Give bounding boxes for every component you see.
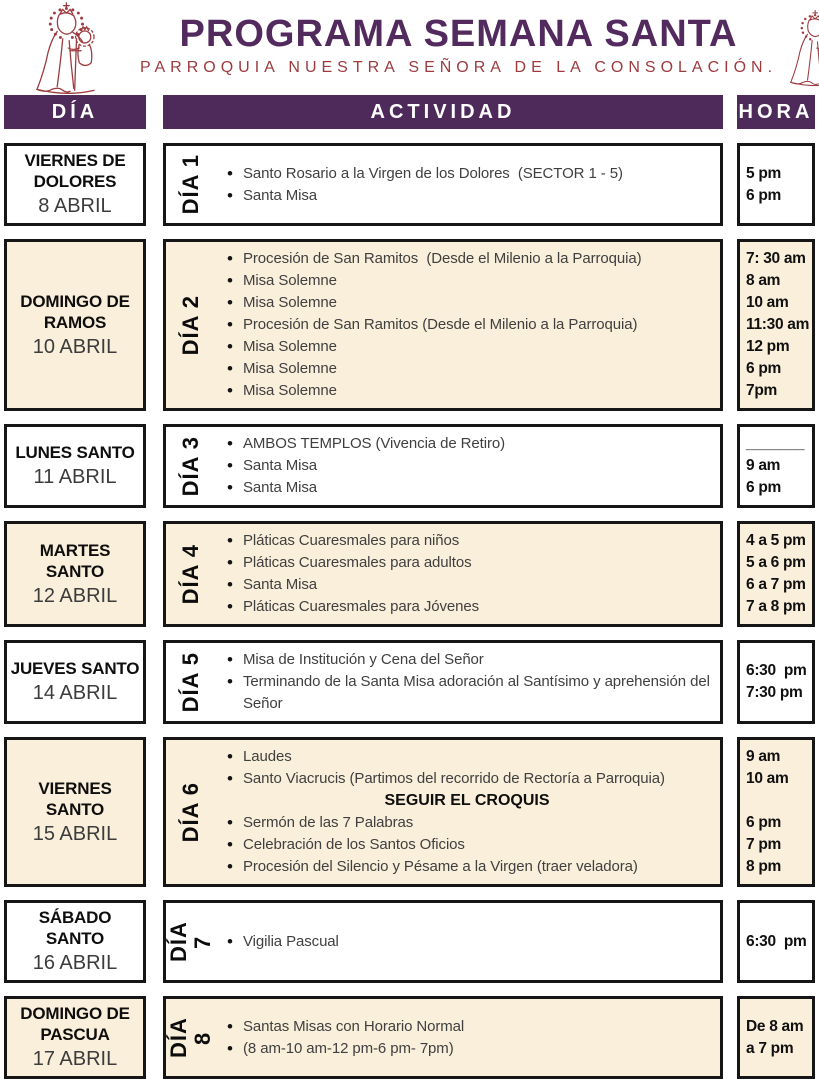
day-number-label: DÍA 5	[179, 652, 203, 712]
day-date: 12 ABRIL	[33, 583, 118, 609]
time-entry: 6 pm	[746, 812, 810, 834]
schedule-rows	[0, 143, 819, 1079]
day-box	[4, 143, 146, 226]
day-number-strip	[166, 427, 216, 505]
day-date: 11 ABRIL	[33, 464, 116, 490]
time-entry: 8 pm	[746, 856, 810, 878]
day-number-label: DÍA 7	[167, 919, 215, 965]
time-entry: 12 pm	[746, 336, 810, 358]
activity-box	[163, 239, 723, 411]
day-date: 16 ABRIL	[33, 950, 118, 976]
column-gap	[146, 900, 163, 983]
schedule-row	[0, 521, 819, 627]
day-number-label: DÍA 3	[179, 436, 203, 496]
time-entry: 6:30 pm	[746, 660, 810, 682]
day-box	[4, 424, 146, 508]
schedule-row	[0, 143, 819, 226]
time-entry: 7:30 pm	[746, 682, 810, 704]
activity-item: • Misa Solemne	[222, 358, 712, 380]
activity-list	[216, 146, 720, 223]
time-entry: 8 am	[746, 270, 810, 292]
activity-item: • Santo Rosario a la Virgen de los Dolores (SECTOR 1 - 5)	[222, 163, 712, 185]
activity-item: • Sermón de las 7 Palabras	[222, 812, 712, 834]
activity-item: • AMBOS TEMPLOS (Vivencia de Retiro)	[222, 433, 712, 455]
time-entry: 11:30 am	[746, 314, 810, 336]
activity-item: • Santa Misa	[222, 574, 712, 596]
activity-item: • Santas Misas con Horario Normal	[222, 1016, 712, 1038]
day-box	[4, 521, 146, 627]
activity-list	[216, 999, 720, 1076]
time-entry: 6 a 7 pm	[746, 574, 810, 596]
column-gap	[723, 640, 737, 724]
time-entry: 6 pm	[746, 185, 810, 207]
activity-item: • Vigilia Pascual	[222, 931, 712, 953]
time-entry: 7 pm	[746, 834, 810, 856]
column-gap	[146, 996, 163, 1079]
activity-list	[216, 524, 720, 624]
column-gap	[146, 737, 163, 887]
day-number-strip	[166, 740, 216, 884]
activity-item: • Procesión de San Ramitos (Desde el Milenio a la Parroquia)	[222, 314, 712, 336]
time-entry: 7pm	[746, 380, 810, 402]
activity-list	[216, 740, 720, 884]
time-entry: a 7 pm	[746, 1038, 810, 1060]
time-box	[737, 900, 815, 983]
column-header-dia: DÍA	[4, 95, 146, 129]
column-gap	[723, 900, 737, 983]
column-gap	[723, 737, 737, 887]
day-title: MARTES SANTO	[9, 540, 141, 582]
time-entry: 6 pm	[746, 477, 810, 499]
activity-item: • Pláticas Cuaresmales para niños	[222, 530, 712, 552]
day-title: JUEVES SANTO	[11, 658, 140, 679]
column-header-hora: HORA	[737, 95, 815, 129]
day-number-label: DÍA 8	[167, 1015, 215, 1061]
time-box	[737, 239, 815, 411]
activity-item: • Pláticas Cuaresmales para Jóvenes	[222, 596, 712, 618]
column-gap	[723, 239, 737, 411]
activity-item: • Santa Misa	[222, 477, 712, 499]
time-entry: 10 am	[746, 768, 810, 790]
day-number-strip	[166, 643, 216, 721]
header	[0, 0, 819, 93]
day-title: DOMINGO DE PASCUA	[9, 1003, 141, 1045]
day-number-strip	[166, 999, 216, 1076]
time-box	[737, 143, 815, 226]
column-header-actividad: ACTIVIDAD	[163, 95, 723, 129]
column-gap	[146, 521, 163, 627]
time-entry: 7: 30 am	[746, 248, 810, 270]
column-gap	[723, 95, 737, 129]
column-gap	[146, 239, 163, 411]
time-entry: 9 am	[746, 746, 810, 768]
activity-item: • Misa Solemne	[222, 380, 712, 402]
activity-item: • (8 am-10 am-12 pm-6 pm- 7pm)	[222, 1038, 712, 1060]
activity-box	[163, 640, 723, 724]
day-number-strip	[166, 903, 216, 980]
activity-item: • Misa Solemne	[222, 292, 712, 314]
schedule-row	[0, 996, 819, 1079]
day-date: 17 ABRIL	[33, 1046, 118, 1072]
activity-item: • Misa Solemne	[222, 336, 712, 358]
day-date: 8 ABRIL	[38, 193, 111, 219]
page-title: PROGRAMA SEMANA SANTA	[140, 12, 777, 56]
day-number-label: DÍA 6	[179, 782, 203, 842]
time-entry: 6:30 pm	[746, 931, 810, 953]
madonna-right-icon	[777, 2, 819, 94]
day-box	[4, 996, 146, 1079]
column-gap	[723, 424, 737, 508]
activity-item: • Santa Misa	[222, 455, 712, 477]
day-number-strip	[166, 242, 216, 408]
time-entry: 5 a 6 pm	[746, 552, 810, 574]
day-number-strip	[166, 146, 216, 223]
day-box	[4, 900, 146, 983]
time-box	[737, 424, 815, 508]
madonna-left-icon	[8, 2, 134, 94]
day-title: SÁBADO SANTO	[9, 907, 141, 949]
activity-list	[216, 643, 720, 721]
activity-box	[163, 996, 723, 1079]
column-gap	[146, 424, 163, 508]
schedule-row	[0, 424, 819, 508]
schedule-row	[0, 239, 819, 411]
column-gap	[146, 640, 163, 724]
time-entry: 5 pm	[746, 163, 810, 185]
time-box	[737, 640, 815, 724]
activity-box	[163, 143, 723, 226]
time-box	[737, 737, 815, 887]
day-date: 10 ABRIL	[33, 334, 118, 360]
column-headers	[0, 95, 819, 129]
schedule-row	[0, 640, 819, 724]
activity-item: • Procesión de San Ramitos (Desde el Milenio a la Parroquia)	[222, 248, 712, 270]
time-box	[737, 996, 815, 1079]
schedule-row	[0, 737, 819, 887]
day-title: LUNES SANTO	[15, 442, 134, 463]
time-entry: 7 a 8 pm	[746, 596, 810, 618]
day-number-label: DÍA 2	[179, 295, 203, 355]
activity-item: • Misa de Institución y Cena del Señor	[222, 649, 712, 671]
day-number-label: DÍA 4	[179, 544, 203, 604]
column-gap	[146, 143, 163, 226]
activity-box	[163, 900, 723, 983]
time-entry: 6 pm	[746, 358, 810, 380]
activity-list	[216, 242, 720, 408]
day-title: VIERNES DE DOLORES	[9, 150, 141, 192]
time-entry: 4 a 5 pm	[746, 530, 810, 552]
page-subtitle: PARROQUIA NUESTRA SEÑORA DE LA CONSOLACIÓN.	[140, 59, 777, 77]
activity-item: • Celebración de los Santos Oficios	[222, 834, 712, 856]
column-gap	[723, 996, 737, 1079]
title-block	[140, 2, 777, 77]
column-gap	[723, 521, 737, 627]
day-box	[4, 239, 146, 411]
column-gap	[146, 95, 163, 129]
schedule-row	[0, 900, 819, 983]
day-number-strip	[166, 524, 216, 624]
activity-item: • Pláticas Cuaresmales para adultos	[222, 552, 712, 574]
activity-list	[216, 903, 720, 980]
time-entry: De 8 am	[746, 1016, 810, 1038]
activity-list	[216, 427, 720, 505]
activity-item: • Procesión del Silencio y Pésame a la Virgen (traer veladora)	[222, 856, 712, 878]
column-gap	[723, 143, 737, 226]
activity-item: • Laudes	[222, 746, 712, 768]
day-box	[4, 737, 146, 887]
activity-item: • Santo Viacrucis (Partimos del recorrido de Rectoría a Parroquia)	[222, 768, 712, 790]
time-entry: 9 am	[746, 455, 810, 477]
time-box	[737, 521, 815, 627]
day-title: DOMINGO DE RAMOS	[9, 291, 141, 333]
activity-box	[163, 424, 723, 508]
day-date: 14 ABRIL	[33, 680, 118, 706]
activity-item: • Terminando de la Santa Misa adoración al Santísimo y aprehensión del Señor	[222, 671, 712, 715]
activity-box	[163, 521, 723, 627]
day-number-label: DÍA 1	[179, 154, 203, 214]
activity-item: • Santa Misa	[222, 185, 712, 207]
day-box	[4, 640, 146, 724]
day-title: VIERNES SANTO	[9, 778, 141, 820]
day-date: 15 ABRIL	[33, 821, 118, 847]
activity-box	[163, 737, 723, 887]
activity-note: SEGUIR EL CROQUIS	[222, 790, 712, 812]
activity-item: • Misa Solemne	[222, 270, 712, 292]
time-entry: 10 am	[746, 292, 810, 314]
time-entry	[746, 790, 810, 812]
time-entry: _______	[746, 433, 810, 455]
